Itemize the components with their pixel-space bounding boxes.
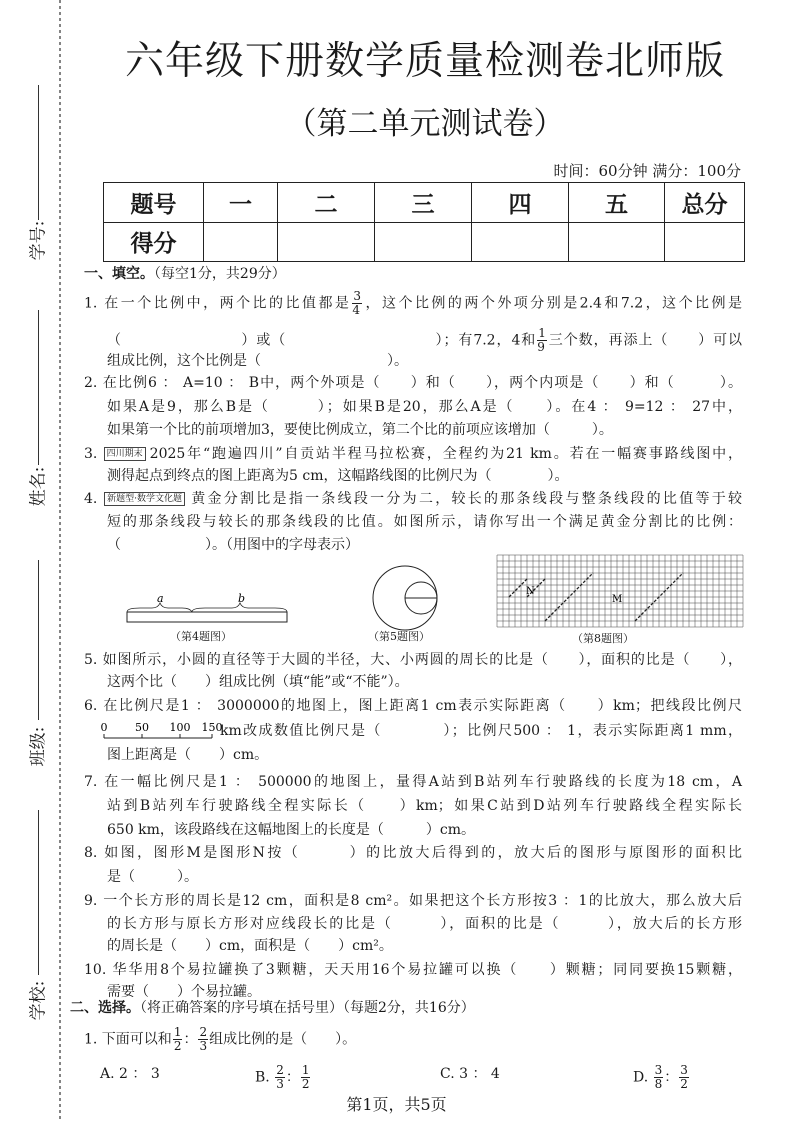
- question-line: [107, 535, 359, 555]
- question-line: [84, 696, 742, 716]
- numerator: 1: [173, 1025, 182, 1039]
- text-segment: 10. 华华用8个易拉罐换了3颗糖，天天用16个易拉罐可以换（ ）颗糖；同同要换15颗糖，: [84, 962, 742, 978]
- shape-n-edge: [509, 579, 527, 597]
- text-segment: 6. 在比例尺是1 ： 3000000的地图上，图上距离1 cm表示实际距离（ ）km；把线段比例尺: [84, 698, 742, 714]
- student-id-label: 学号:: [28, 220, 49, 261]
- score-cell[interactable]: [375, 222, 472, 262]
- numerator: 3: [353, 289, 362, 303]
- shape-label: M: [612, 594, 623, 605]
- text-segment: （ ）或（ ）；有7.2，4和: [107, 332, 537, 349]
- text-segment: km改成数值比例尺是（ ）；比例尺500 ： 1，表示实际距离1 mm，: [220, 723, 742, 739]
- text-segment: 需要（ ）个易拉罐。: [107, 984, 261, 1000]
- fraction: [173, 1026, 183, 1053]
- score-cell[interactable]: [665, 222, 745, 262]
- choice-option[interactable]: [440, 1064, 500, 1084]
- line-segment-scale: [100, 720, 223, 742]
- figure-5-circles: [368, 562, 444, 634]
- question-line: [84, 444, 742, 464]
- question-line: [107, 914, 742, 934]
- shape-label: N: [526, 586, 535, 597]
- question-line: [107, 796, 742, 816]
- numerator: 3: [680, 1063, 688, 1077]
- table-cell: 得分: [104, 222, 204, 262]
- text-segment: 1. 下面可以和: [84, 1031, 172, 1048]
- question-line: [107, 420, 613, 440]
- text-segment: 是（ ）。: [107, 869, 198, 885]
- text-segment: 图上距离是（ ）cm。: [107, 747, 269, 763]
- question-line: [84, 489, 742, 509]
- score-table-header-row: [104, 183, 745, 223]
- numerator: 1: [538, 326, 546, 340]
- table-cell: 五: [569, 183, 665, 223]
- text-segment: （将正确答案的序号填在括号里）（每题2分，共16分）: [140, 1000, 475, 1016]
- text-segment: ：: [285, 1069, 300, 1086]
- question-line: [107, 936, 393, 956]
- denominator: 9: [537, 340, 545, 354]
- denominator: 3: [276, 1077, 284, 1091]
- question-line: [100, 720, 742, 742]
- label-b: b: [238, 592, 246, 605]
- page-subtitle: （第二单元测试卷）: [285, 106, 565, 142]
- text-segment: D.: [633, 1069, 653, 1086]
- question-line: [107, 397, 742, 417]
- label-a: a: [157, 592, 164, 605]
- question-line: [107, 351, 408, 371]
- text-segment: 9. 一个长方形的周长是12 cm，面积是8 cm²。如果把这个长方形按3 ：1的比放大，那么放大后: [84, 893, 742, 909]
- question-line: [107, 672, 409, 692]
- denominator: 2: [301, 1077, 310, 1091]
- question-line: [107, 327, 742, 354]
- scale-tick-label: 150: [201, 721, 223, 734]
- text-segment: 三个数，再添上（ ）可以: [547, 332, 743, 349]
- question-line: [84, 373, 742, 393]
- scale-tick-label: 0: [100, 721, 108, 734]
- page-number: 第1页，共5页: [346, 1095, 447, 1114]
- table-cell: 总分: [665, 183, 745, 223]
- question-line: [107, 867, 198, 887]
- text-segment: 650 km，该段路线在这幅地图上的长度是（ ）cm。: [107, 822, 476, 838]
- question-line: [84, 1026, 356, 1053]
- score-cell[interactable]: [278, 222, 375, 262]
- figure-5-caption: （第5题图）: [368, 630, 430, 643]
- figure-4-caption: （第4题图）: [170, 630, 232, 643]
- fraction: [352, 290, 362, 317]
- text-segment: ：: [664, 1069, 679, 1086]
- figure-8-grid: [496, 554, 746, 628]
- numerator: 2: [276, 1063, 284, 1077]
- text-segment: 7. 在一幅比例尺是1 ： 500000的地图上，量得A站到B站列车行驶路线的长度为18 cm，A: [84, 774, 742, 790]
- score-cell[interactable]: [204, 222, 278, 262]
- choice-option[interactable]: [100, 1064, 160, 1084]
- question-line: [107, 466, 568, 486]
- text-segment: （ ）。（用图中的字母表示）: [107, 537, 359, 553]
- class-label: 班级:: [28, 726, 49, 767]
- question-line: [84, 290, 742, 317]
- text-segment: （每空1分，共29分）: [154, 266, 286, 282]
- text-segment: 短的那条线段与较长的那条线段的比值。如图所示，请你写出一个满足黄金分割比的比例：: [107, 514, 742, 530]
- name-label: 姓名:: [28, 466, 49, 507]
- numerator: 2: [199, 1025, 208, 1039]
- text-segment: 测得起点到终点的图上距离为5 cm，这幅路线图的比例尺为（ ）。: [107, 468, 569, 484]
- denominator: 8: [654, 1077, 663, 1091]
- scale-tick-label: 100: [169, 721, 191, 734]
- text-segment: 4.: [84, 491, 105, 507]
- time-and-score-info: 时间：60分钟 满分：100分: [553, 162, 741, 180]
- text-segment: ，这个比例的两个外项分别是2.4和7.2，这个比例是: [363, 295, 743, 312]
- fraction: [679, 1064, 689, 1091]
- fraction: [301, 1064, 311, 1091]
- question-tag: 新题型·数学文化题: [104, 492, 185, 506]
- question-line: [107, 745, 268, 765]
- question-line: [107, 820, 475, 840]
- fraction: [275, 1064, 285, 1091]
- question-line: [70, 998, 475, 1018]
- text-segment: ：: [183, 1031, 198, 1048]
- scale-tick-label: 50: [135, 721, 149, 734]
- text-segment: B.: [255, 1069, 275, 1086]
- text-segment: 如果第一个比的前项增加3，要使比例成立，第二个比的前项应该增加（ ）。: [107, 422, 613, 438]
- text-segment: 的周长是（ ）cm，面积是（ ）cm²。: [107, 938, 393, 954]
- page-title: 六年级下册数学质量检测卷北师版: [124, 39, 725, 84]
- table-cell: 三: [375, 183, 472, 223]
- denominator: 2: [680, 1077, 688, 1091]
- school-line: [38, 810, 39, 975]
- denominator: 3: [199, 1039, 208, 1053]
- choice-option[interactable]: [633, 1064, 690, 1091]
- text-segment: 黄金分割比是指一条线段一分为二，较长的那条线段与整条线段的比值等于较: [188, 491, 742, 507]
- section-heading: 二、选择。: [70, 1000, 140, 1016]
- text-segment: 站到B站列车行驶路线全程实际长（ ）km；如果C站到D站列车行驶路线全程实际长: [107, 798, 742, 814]
- text-segment: 如果A是9，那么B是（ ）；如果B是20，那么A是（ ）。在4 ： 9=12 ： 27中，: [107, 399, 742, 415]
- table-cell: 题号: [104, 183, 204, 223]
- text-segment: 3.: [84, 446, 104, 462]
- text-segment: 1. 在一个比例中，两个比的比值都是: [84, 295, 352, 312]
- text-segment: 2025年“跑遍四川”自贡站半程马拉松赛，全程约为21 km。若在一幅赛事路线图中，: [149, 446, 743, 462]
- question-line: [84, 843, 742, 863]
- score-table-score-row: [104, 222, 745, 262]
- score-cell[interactable]: [472, 222, 569, 262]
- question-line: [84, 772, 742, 792]
- school-label: 学校:: [28, 980, 49, 1021]
- text-segment: 8. 如图，图形M是图形N按（ ）的比放大后得到的，放大后的图形与原图形的面积比: [84, 845, 742, 861]
- student-id-line: [38, 85, 39, 220]
- fraction: [198, 1026, 208, 1053]
- fraction: [654, 1064, 664, 1091]
- text-segment: 组成比例的是（ ）。: [209, 1031, 357, 1048]
- text-segment: 5. 如图所示，小圆的直径等于大圆的半径，大、小两圆的周长的比是（ ），面积的比是（ ），: [84, 652, 742, 668]
- figure-4-golden-section: [120, 590, 300, 630]
- numerator: 3: [654, 1063, 663, 1077]
- text-segment: 组成比例，这个比例是（ ）。: [107, 353, 408, 369]
- table-cell: 四: [472, 183, 569, 223]
- denominator: 4: [352, 303, 361, 317]
- text-segment: 的长方形与原长方形对应线段长的比是（ ），面积的比是（ ），放大后的长方形: [107, 916, 742, 932]
- table-cell: 二: [278, 183, 375, 223]
- section-heading: 一、填空。: [84, 266, 154, 282]
- score-table: [103, 182, 745, 262]
- text-segment: 这两个比（ ）组成比例（填“能”或“不能”）。: [107, 674, 409, 690]
- name-line: [38, 310, 39, 465]
- text-segment: A. 2 ： 3: [100, 1066, 160, 1082]
- table-cell: 一: [204, 183, 278, 223]
- numerator: 1: [301, 1063, 310, 1077]
- denominator: 2: [173, 1039, 182, 1053]
- score-cell[interactable]: [569, 222, 665, 262]
- question-line: [84, 650, 742, 670]
- text-segment: 2. 在比例6 ： A=10 ： B中，两个外项是（ ）和（ ），两个内项是（ ）和（ ）。: [84, 375, 742, 391]
- question-line: [84, 891, 742, 911]
- question-tag: 四川期末: [104, 447, 146, 461]
- question-line: [107, 512, 742, 532]
- question-line: [84, 264, 286, 284]
- fraction: [537, 327, 547, 354]
- figure-8-caption: （第8题图）: [572, 632, 634, 645]
- class-line: [38, 560, 39, 720]
- choice-option[interactable]: [255, 1064, 311, 1091]
- question-line: [84, 960, 742, 980]
- text-segment: C. 3 ： 4: [440, 1066, 500, 1082]
- binding-dashed-line: [55, 0, 65, 1122]
